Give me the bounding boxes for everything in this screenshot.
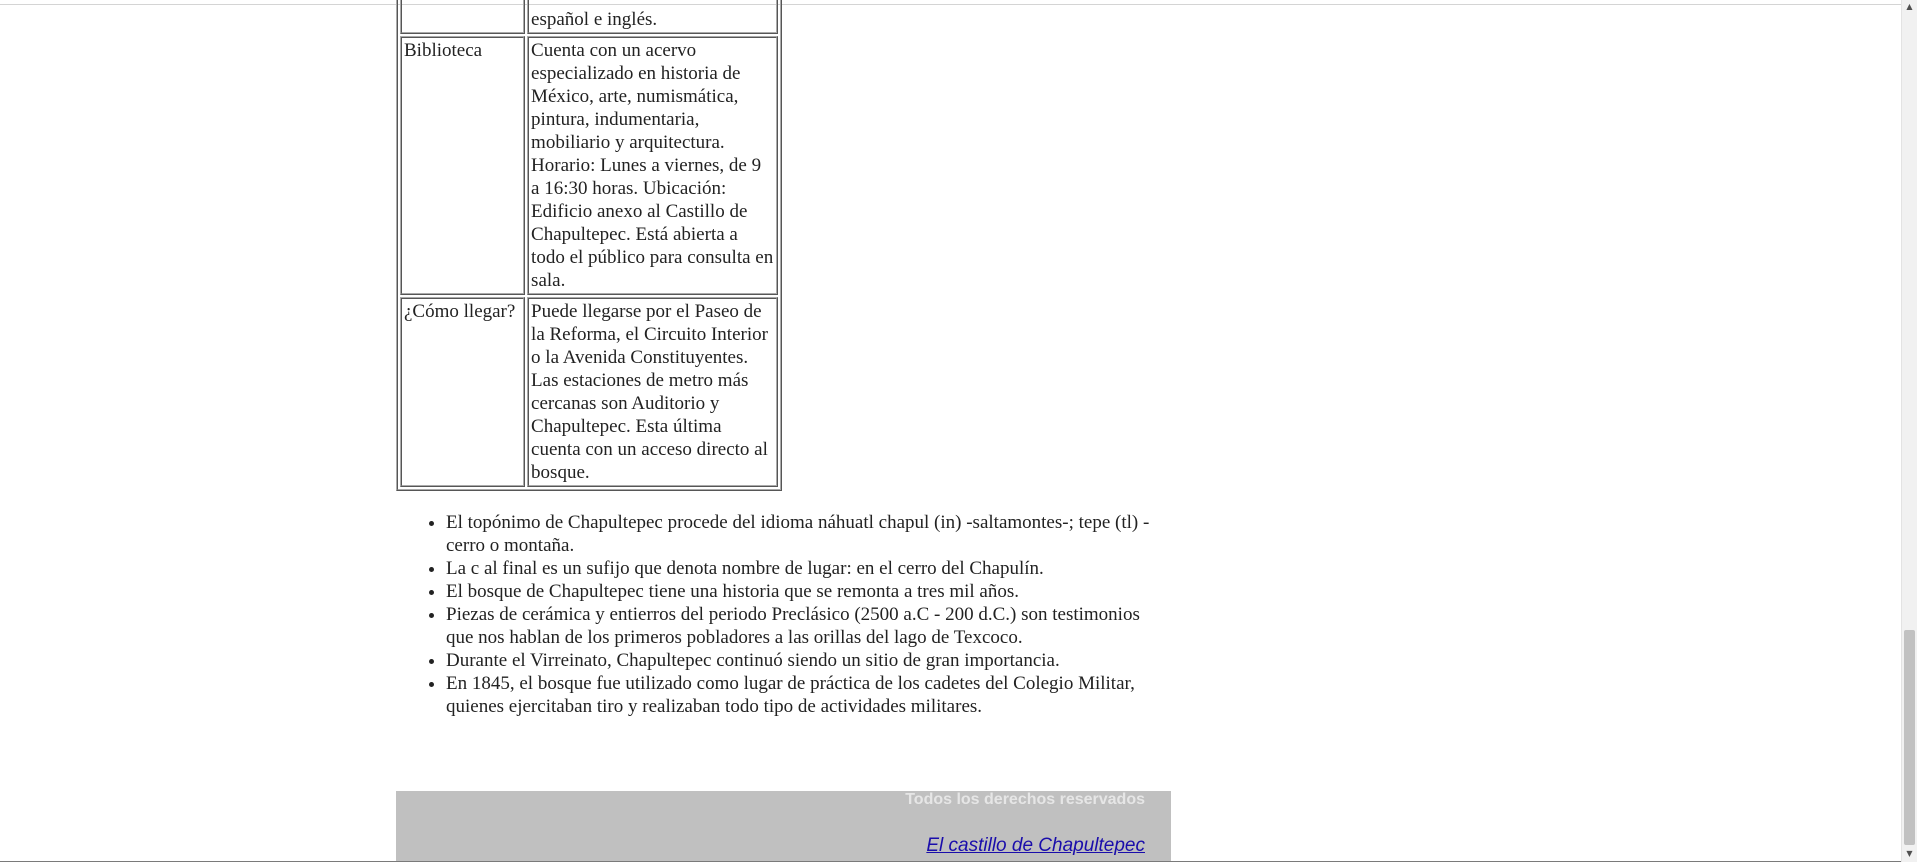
table-key-cell: ¿Cómo llegar? <box>400 297 525 487</box>
list-item: • En 1845, el bosque fue utilizado como lugar de práctica de los cadetes del Colegio Militar, quienes ejercitaban tiro y realizaban todo tipo de actividades militares. <box>446 672 1171 718</box>
scrollbar-thumb[interactable] <box>1904 630 1915 845</box>
table-value-cell <box>527 0 778 34</box>
table-key-cell <box>400 0 525 34</box>
table-row <box>400 36 778 295</box>
table-row <box>400 0 778 34</box>
page-footer <box>396 791 1171 862</box>
list-item: • Piezas de cerámica y entierros del periodo Preclásico (2500 a.C - 200 d.C.) son testimonios que nos hablan de los primeros pobladores a las orillas del lago de Texcoco. <box>446 603 1171 649</box>
facts-list <box>396 511 1171 718</box>
info-table <box>396 0 782 491</box>
castle-home-link[interactable]: El castillo de Chapultepec <box>926 835 1145 856</box>
table-row <box>400 297 778 487</box>
list-item: • El topónimo de Chapultepec procede del idioma náhuatl chapul (in) -saltamontes-; tepe (tl) -cerro o montaña. <box>446 511 1171 557</box>
list-item: • Durante el Virreinato, Chapultepec continuó siendo un sitio de gran importancia. <box>446 649 1171 672</box>
scroll-up-arrow-icon[interactable]: ▲ <box>1906 2 1913 11</box>
table-key-cell: Biblioteca <box>400 36 525 295</box>
vertical-scrollbar[interactable] <box>1901 0 1917 862</box>
list-item: • El bosque de Chapultepec tiene una historia que se remonta a tres mil años. <box>446 580 1171 603</box>
table-value-text: español e inglés. <box>531 9 658 30</box>
browser-top-edge <box>0 0 1901 5</box>
table-value-cell: Puede llegarse por el Paseo de la Reforma, el Circuito Interior o la Avenida Constituyentes. Las estaciones de metro más cercanas son Auditorio y Chapultepec. Esta última cuenta con un acceso directo al bosque. <box>527 297 778 487</box>
list-item: • La c al final es un sufijo que denota nombre de lugar: en el cerro del Chapulín. <box>446 557 1171 580</box>
scroll-down-arrow-icon[interactable]: ▼ <box>1906 849 1913 858</box>
table-value-cell: Cuenta con un acervo especializado en historia de México, arte, numismática, pintura, indumentaria, mobiliario y arquitectura. Horario: Lunes a viernes, de 9 a 16:30 horas. Ubicación: Edificio anexo al Castillo de Chapultepec. Está abierta a todo el público para consulta en sala. <box>527 36 778 295</box>
copyright-text: Todos los derechos reservados <box>905 791 1145 808</box>
